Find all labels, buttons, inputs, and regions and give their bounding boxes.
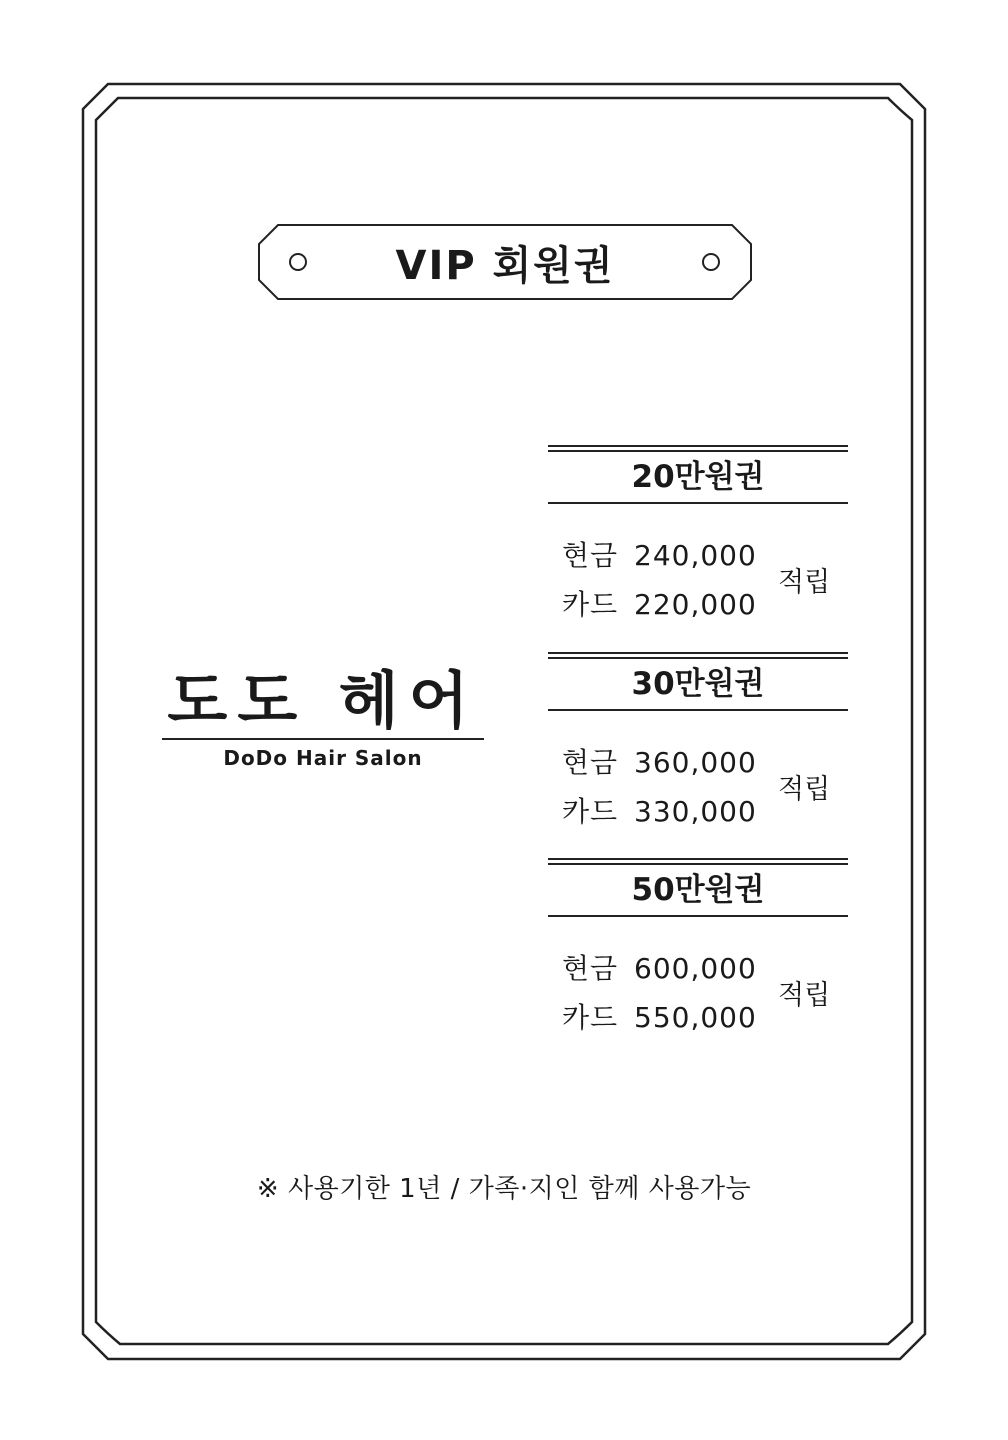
cash-price-row — [562, 534, 757, 574]
brand-block — [162, 664, 484, 770]
plan-prices — [548, 917, 848, 1047]
cash-label: 현금 — [562, 746, 619, 779]
plan-title: 50만원권 — [631, 872, 765, 908]
page-title: VIP 회원권 — [395, 242, 615, 289]
cash-price-row — [562, 947, 757, 987]
plan-title: 20만원권 — [631, 459, 765, 495]
card-price-row — [562, 996, 757, 1036]
plan-top-rule — [548, 445, 848, 447]
plan-prices — [548, 711, 848, 841]
title-plate — [258, 224, 752, 300]
accrue-label: 적립 — [778, 980, 831, 1011]
cash-value: 360,000 — [634, 746, 757, 779]
brand-divider — [162, 738, 484, 740]
plan-top-rule — [548, 652, 848, 654]
plan-title: 30만원권 — [631, 666, 765, 702]
cash-label: 현금 — [562, 539, 619, 572]
card-value: 550,000 — [634, 1001, 757, 1034]
card-price-row — [562, 583, 757, 623]
brand-name: 도도 헤어 — [167, 664, 479, 737]
plan-card-300k — [548, 652, 848, 841]
accrue-label: 적립 — [778, 567, 831, 598]
plan-card-200k — [548, 445, 848, 634]
brand-subtitle: DoDo Hair Salon — [223, 746, 423, 770]
card-label: 카드 — [562, 1001, 619, 1034]
plan-card-500k — [548, 858, 848, 1047]
card-value: 220,000 — [634, 588, 757, 621]
plan-top-rule — [548, 858, 848, 860]
card-price-row — [562, 790, 757, 830]
card-value: 330,000 — [634, 795, 757, 828]
cash-label: 현금 — [562, 952, 619, 985]
cash-value: 240,000 — [634, 539, 757, 572]
usage-note: ※ 사용기한 1년 / 가족·지인 함께 사용가능 — [256, 1174, 752, 1204]
plan-prices — [548, 504, 848, 634]
cash-price-row — [562, 741, 757, 781]
card-label: 카드 — [562, 795, 619, 828]
cash-value: 600,000 — [634, 952, 757, 985]
accrue-label: 적립 — [778, 774, 831, 805]
card-label: 카드 — [562, 588, 619, 621]
